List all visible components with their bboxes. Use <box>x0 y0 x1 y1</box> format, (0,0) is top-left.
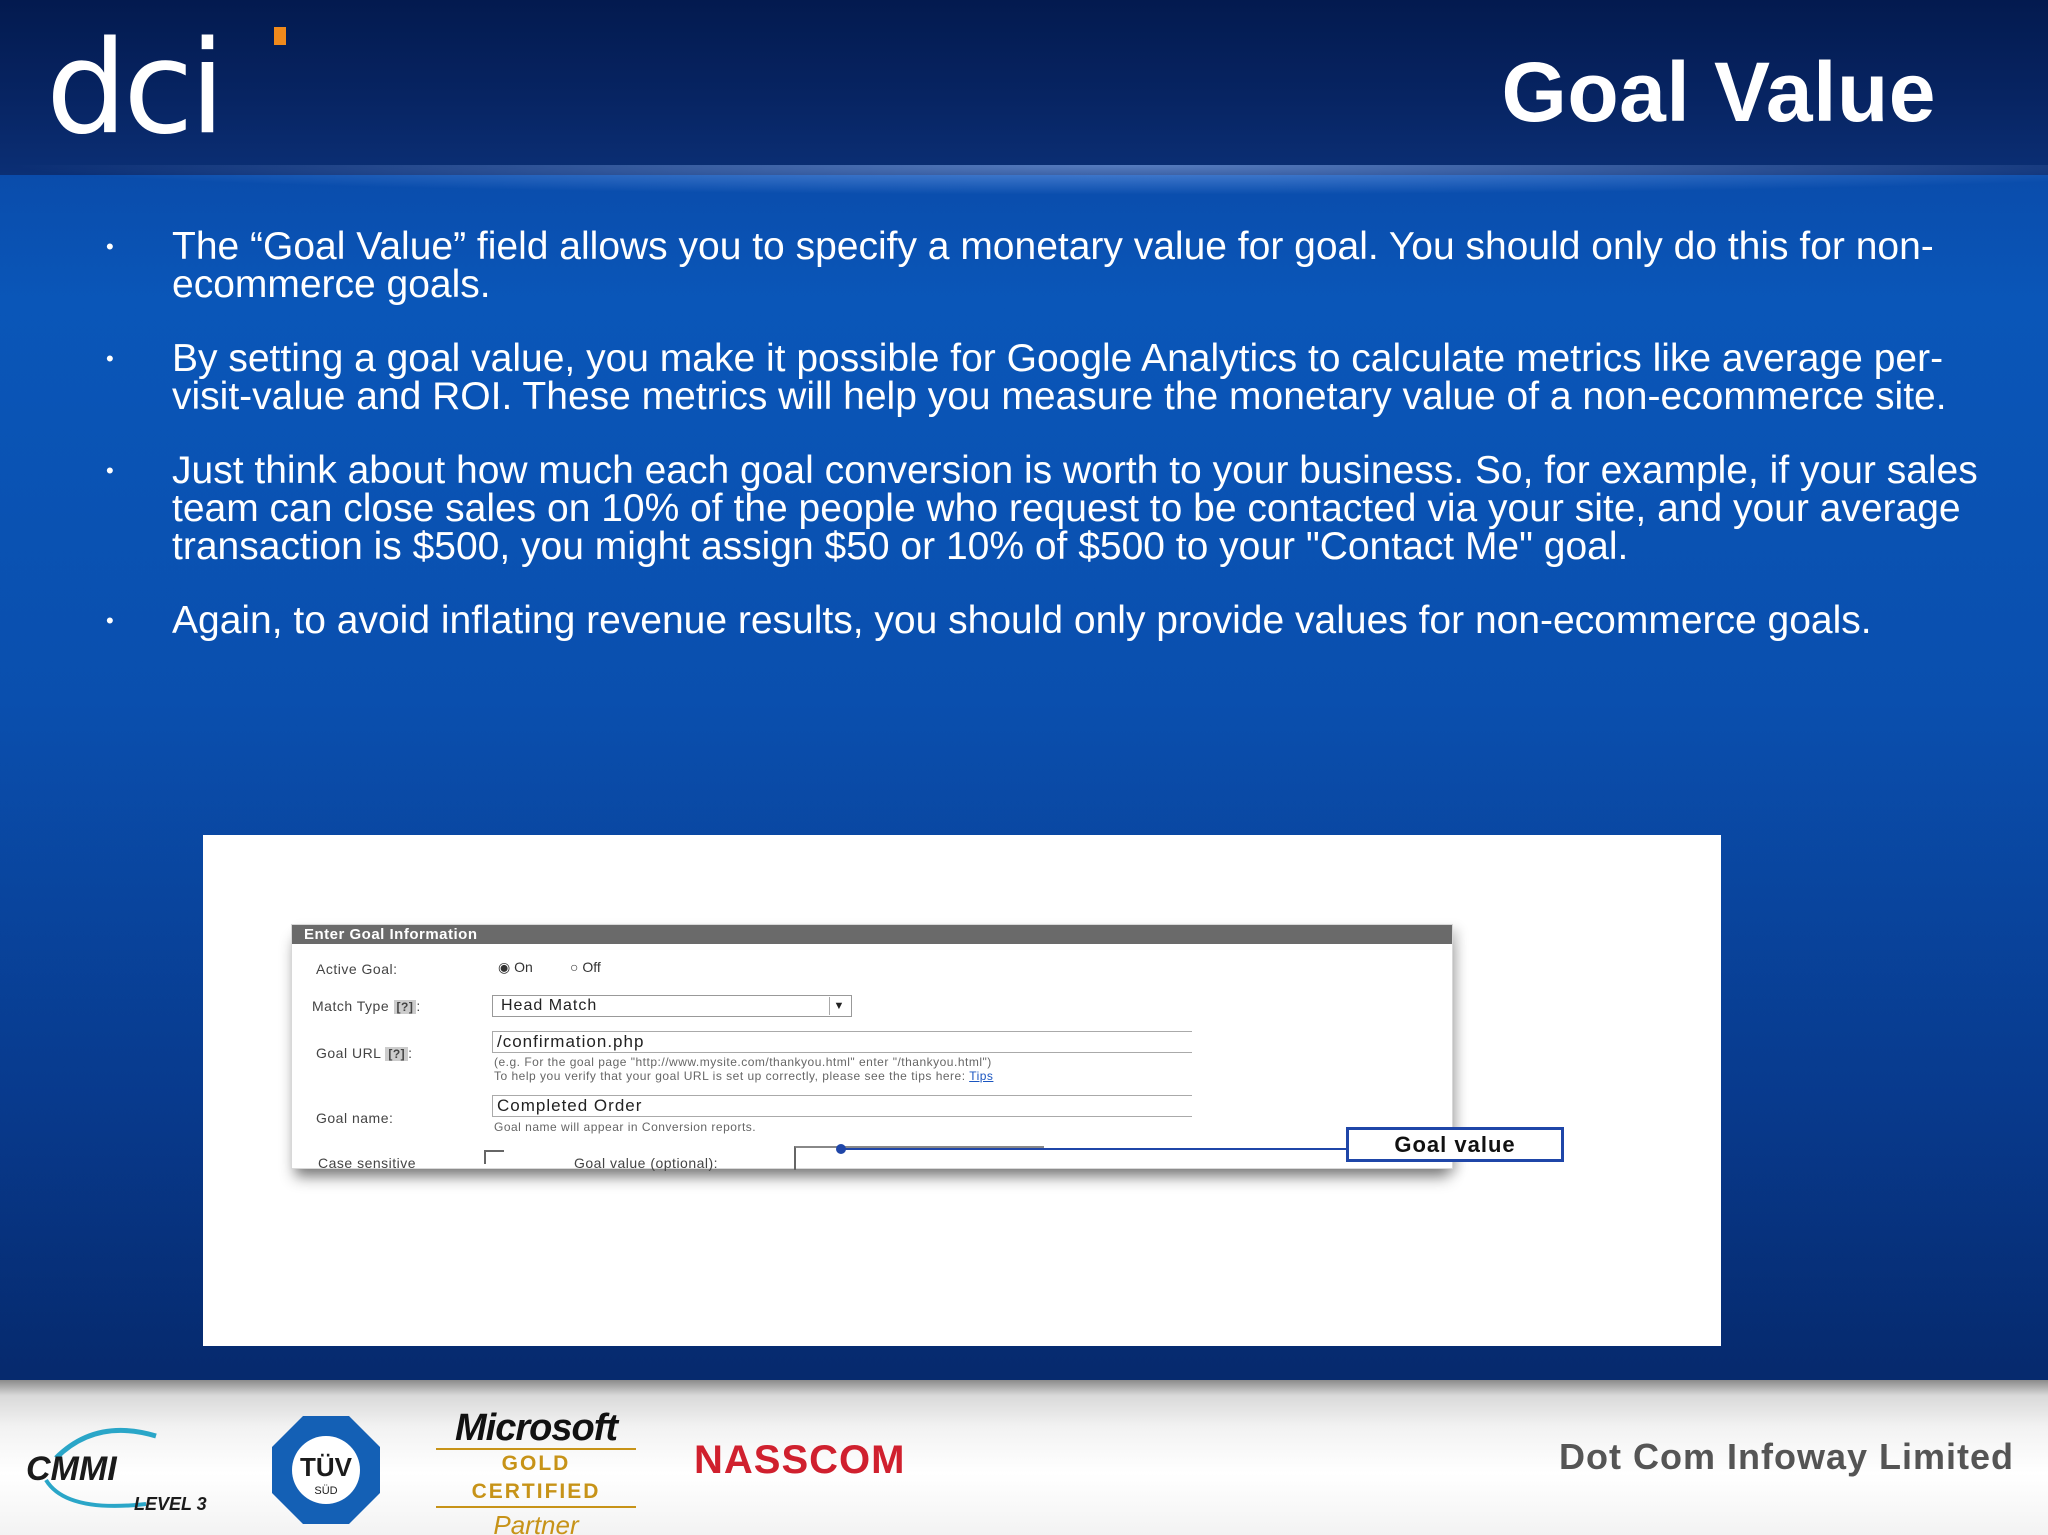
goal-url-text: Goal URL <box>316 1045 381 1061</box>
bullet-item <box>100 449 2000 568</box>
form-heading: Enter Goal Information <box>292 925 1452 944</box>
cmmi-text: CMMI <box>26 1450 117 1488</box>
goal-name-input[interactable]: Completed Order <box>492 1095 1192 1117</box>
screenshot-panel <box>203 835 1721 1346</box>
footer-bar <box>0 1380 2048 1535</box>
match-type-label: Match Type [?] : <box>312 998 421 1014</box>
help-icon[interactable]: [?] <box>385 1047 408 1061</box>
radio-off-label: Off <box>582 959 601 975</box>
bullet-list <box>100 225 2000 676</box>
bullet-text: Just think about how much each goal conversion is worth to your business. So, for example, if your sales team can close sales on 10% of the people who request to be contacted via your site, and your average transaction is $500, you might assign $50 or 10% of $500 to your "Contact Me" goal. <box>172 449 1978 568</box>
logo-accent-icon <box>274 27 286 45</box>
goal-url-label: Goal URL [?] : <box>316 1045 413 1061</box>
microsoft-gold: GOLD CERTIFIED <box>436 1448 636 1508</box>
page-title: Goal Value <box>1501 45 1936 139</box>
bullet-item <box>100 599 2000 642</box>
header-divider-glow <box>0 165 2048 195</box>
goal-url-hint: (e.g. For the goal page "http://www.mysite.com/thankyou.html" enter "/thankyou.html") <box>494 1055 992 1069</box>
nasscom-logo: NASSCOM <box>694 1438 906 1482</box>
company-name: Dot Com Infoway Limited <box>1559 1436 2014 1477</box>
goal-name-label: Goal name: <box>316 1110 394 1126</box>
logo-text: dci <box>46 22 222 147</box>
goal-url-hint-tips <box>494 1069 993 1083</box>
tuv-text: TÜV <box>300 1452 352 1482</box>
goal-value-callout: Goal value <box>1346 1127 1564 1162</box>
dci-logo <box>46 22 296 147</box>
goal-url-hint-text: To help you verify that your goal URL is set up correctly, please see the tips here: <box>494 1069 966 1083</box>
tuv-logo <box>270 1414 382 1526</box>
match-type-text: Match Type <box>312 998 390 1014</box>
match-type-select[interactable] <box>492 995 852 1017</box>
goal-value-label: Goal value (optional): <box>574 1155 719 1171</box>
header-bar <box>0 0 2048 175</box>
bullet-item <box>100 225 2000 306</box>
cmmi-logo <box>26 1418 226 1518</box>
tuv-sub-text: SÜD <box>314 1485 338 1497</box>
help-icon[interactable]: [?] <box>394 1000 417 1014</box>
chevron-down-icon[interactable]: ▼ <box>829 997 849 1015</box>
callout-dot-icon <box>836 1144 846 1154</box>
bullet-item <box>100 337 2000 418</box>
goal-info-form <box>291 924 1453 1169</box>
bullet-text: Again, to avoid inflating revenue results, you should only provide values for non-ecommerce goals. <box>172 599 1872 642</box>
case-sensitive-label: Case sensitive <box>318 1155 417 1171</box>
radio-on-label: On <box>514 959 533 975</box>
case-sensitive-checkbox[interactable] <box>484 1150 504 1164</box>
microsoft-brand: Microsoft <box>455 1407 617 1449</box>
bullet-icon: • <box>106 234 114 259</box>
bullet-icon: • <box>106 458 114 483</box>
microsoft-partner-logo <box>436 1407 636 1535</box>
tips-link[interactable]: Tips <box>969 1069 994 1083</box>
match-type-value: Head Match <box>501 997 598 1014</box>
callout-connector-line <box>841 1148 1347 1150</box>
bullet-icon: • <box>106 608 114 633</box>
active-goal-label: Active Goal: <box>316 961 398 977</box>
bullet-text: By setting a goal value, you make it possible for Google Analytics to calculate metrics like average per-visit-value and ROI. These metrics will help you measure the monetary value of a non-ecommerce site. <box>172 337 1947 418</box>
goal-url-input[interactable]: /confirmation.php <box>492 1031 1192 1053</box>
radio-off[interactable]: ○ Off <box>570 959 601 975</box>
bullet-text: The “Goal Value” field allows you to specify a monetary value for goal. You should only do this for non-ecommerce goals. <box>172 225 1934 306</box>
radio-on[interactable]: ◉ On <box>498 959 533 975</box>
goal-name-hint: Goal name will appear in Conversion reports. <box>494 1120 757 1134</box>
bullet-icon: • <box>106 346 114 371</box>
microsoft-partner: Partner <box>493 1510 579 1535</box>
cmmi-level-text: LEVEL 3 <box>134 1494 207 1514</box>
